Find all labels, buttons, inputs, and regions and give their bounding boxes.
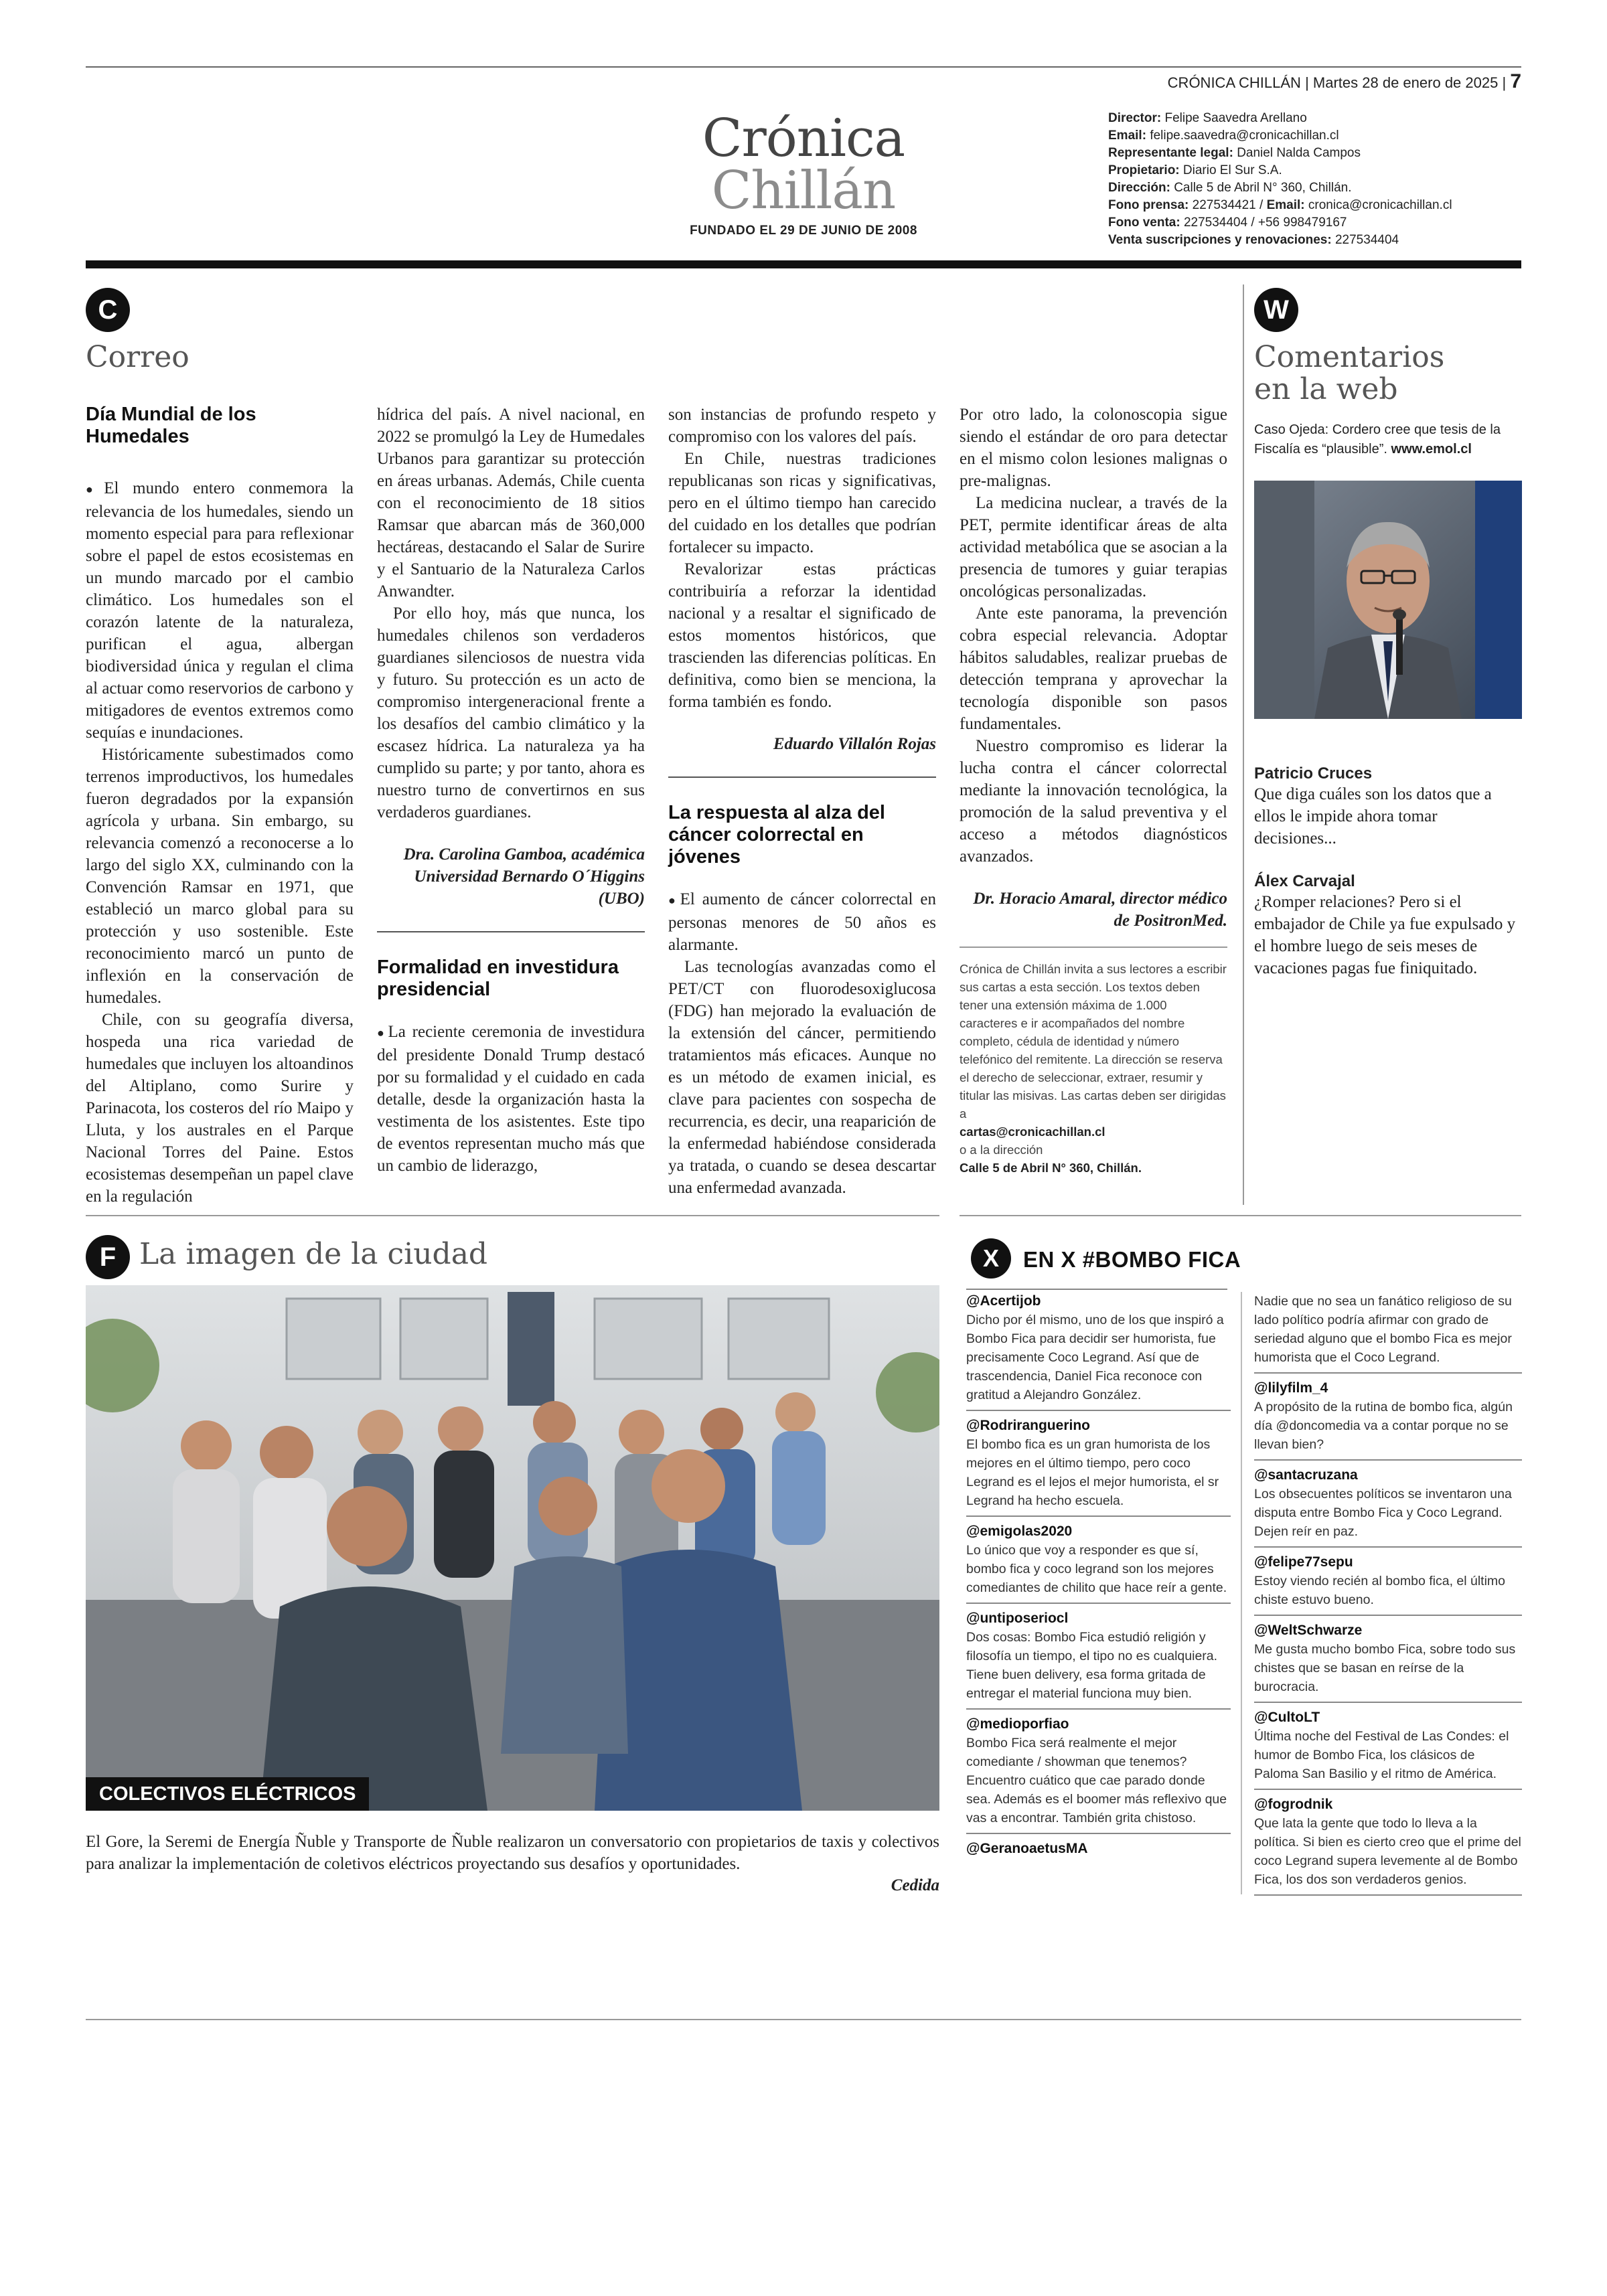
section-rule — [960, 1215, 1521, 1216]
tweet — [1254, 1553, 1522, 1616]
tweet-text: Estoy viendo recién al bombo fica, el último chiste estuvo bueno. — [1254, 1574, 1506, 1607]
tweet — [1254, 1379, 1522, 1461]
tweet-handle[interactable]: @CultoLT — [1254, 1710, 1320, 1725]
section-title-correo: Correo — [86, 340, 189, 374]
web-comment — [1254, 872, 1522, 979]
letters-column-3 — [668, 404, 936, 1199]
city-photo-caption: El Gore, la Seremi de Energía Ñuble y Transporte de Ñuble realizaron un conversatorio con propietarios de taxis y colectivos para analizar la implementación de coletivos eléctricos proyectando sus desafíos y oportunidades. — [86, 1833, 939, 1873]
letter-paragraph: Chile, con su geografía diversa, hospeda una rica variedad de humedales que incluyen los altoandinos del Altiplano, como Surire y Parinacota, los costeros del río Maipo y Lluta, y los australes en el Parque Nacional Torres del Paine. Estos ecosistemas desempeñan un papel clave en la regulación — [86, 1011, 354, 1206]
letter-paragraph: hídrica del país. A nivel nacional, en 2022 se promulgó la Ley de Humedales Urbanos para garantizar su protección en áreas urbanas. Además, Chile cuenta con el reconocimiento de 18 sitios Ramsar que abarcan más de 360,000 hectáreas, destacando el Salar de Surire y el Santuario de la Naturaleza Carlos Anwandter. — [377, 406, 645, 600]
tweet — [1254, 1795, 1522, 1896]
tweets-rule — [966, 1289, 1227, 1290]
masthead-line: Propietario: Diario El Sur S.A. — [1108, 163, 1282, 177]
tweet — [1254, 1466, 1522, 1548]
letter-paragraph: Históricamente subestimados como terrenos improductivos, los humedales fueron degradados por la expansión agrícola y urbana. Sin embargo, su relevancia comenzó a reconocerse a lo largo del siglo XX, culminando con la Convención Ramsar en 1971, que estableció un marco global para su protección y uso sostenible. Este reconocimiento marcó un punto de inflexión en la conservación de humedales. — [86, 746, 354, 1007]
tweet-text: Lo único que voy a responder es que sí, bombo fica y coco legrand son los mejores comediantes de chilito que hace reír a gente. — [966, 1543, 1227, 1595]
logo-word-2: Chillán — [711, 161, 896, 221]
tweet — [1254, 1292, 1522, 1374]
city-photo-credit: Cedida — [891, 1876, 939, 1894]
city-photo-tag: COLECTIVOS ELÉCTRICOS — [86, 1777, 369, 1811]
tweet — [966, 1292, 1231, 1411]
founded-line: FUNDADO EL 29 DE JUNIO DE 2008 — [690, 224, 917, 238]
masthead-line: Fono venta: 227534404 / +56 998479167 — [1108, 216, 1347, 230]
column-divider — [1243, 284, 1244, 1205]
letter-signature: Dr. Horacio Amaral, director médico de PositronMed. — [973, 890, 1227, 930]
comment-text: ¿Romper relaciones? Pero si el embajador de Chile ya fue expulsado y el hombre luego de seis meses de vacaciones pagas fue finiquitado. — [1254, 893, 1516, 977]
tweet-text: El bombo fica es un gran humorista de los mejores en el último tiempo, pero coco Legrand es el lejos el mejor humorista, el sr Legrand ha hecho escuela. — [966, 1437, 1219, 1508]
folio-publication: CRÓNICA CHILLÁN — [1167, 74, 1301, 91]
letter-paragraph: La medicina nuclear, a través de la PET, permite identificar áreas de alta actividad metabólica que se asocian a la presencia de tumores y guiar terapias oncológicas personalizadas. — [960, 494, 1227, 600]
tweet — [966, 1522, 1231, 1604]
tweet-handle[interactable]: @untiposeriocl — [966, 1611, 1069, 1626]
section-title-web: Comentarios en la web — [1254, 340, 1445, 407]
tweet — [966, 1715, 1231, 1834]
folio: CRÓNICA CHILLÁN | Martes 28 de enero de 2025 | 7 — [1167, 70, 1521, 92]
web-source-link[interactable]: www.emol.cl — [1391, 442, 1472, 457]
tweet-handle[interactable]: @felipe77sepu — [1254, 1554, 1353, 1570]
letter-separator — [668, 776, 936, 778]
tweet-text: Los obsecuentes políticos se inventaron una disputa entre Bombo Fica y Coco Legrand. Dejen reír en paz. — [1254, 1487, 1512, 1539]
letter-paragraph: Revalorizar estas prácticas contribuiría a reforzar la identidad nacional y a resaltar el significado de estos momentos históricos, que trascienden las diferencias políticas. En definitiva, como bien se menciona, la forma también es fondo. — [668, 560, 936, 711]
letter-paragraph: Las tecnologías avanzadas como el PET/CT con fluorodesoxiglucosa (FDG) han mejorado la evaluación de la extensión del cáncer, permitiendo tratamientos más eficaces. Aunque no es un método de examen inicial, es clave para pacientes con sospecha de recurrencia, es decir, una reaparición de la enfermedad habiéndose considerada ya tratada, o cuando se desea descartar una enfermedad avanzada. — [668, 958, 936, 1197]
web-photo-man-in-suit — [1254, 481, 1522, 719]
letters-column-2 — [377, 404, 645, 1177]
section-badge-city: F — [86, 1235, 130, 1279]
tweet-text: Dicho por él mismo, uno de los que inspiró a Bombo Fica para decidir ser humorista, fue precisamente Coco Legrand. Así que de trascendencia, Daniel Fica reconoce con gratitud a Alejandro González. — [966, 1313, 1224, 1402]
header-top-rule — [86, 66, 1521, 68]
tweet — [966, 1839, 1231, 1864]
city-photo-audience-applauding — [86, 1285, 939, 1811]
tweet-text: Me gusta mucho bombo Fica, sobre todo sus chistes que se basan en reírse de la burocracia. — [1254, 1642, 1516, 1694]
comment-author: Álex Carvajal — [1254, 872, 1355, 890]
tweet-text: Bombo Fica será realmente el mejor comediante / showman que tenemos? Encuentro cuático que cae parado donde sea. Además es el boomer más reflexivo que vas a encontrar. También grita chistoso. — [966, 1736, 1227, 1825]
tweets-divider — [1241, 1292, 1242, 1894]
masthead-line: Dirección: Calle 5 de Abril N° 360, Chillán. — [1108, 181, 1352, 195]
letters-note: Crónica de Chillán invita a sus lectores a escribir sus cartas a esta sección. Los textos deben tener una extensión máxima de 1.000 caracteres e ir acompañados del nombre completo, cédula de identidad y número telefónico del remitente. La dirección se reserva el derecho de seleccionar, extraer, resumir y titular las misivas. Las cartas deben ser dirigidas a cartas@cronicachillan.cl o a la dirección Calle 5 de Abril N° 360, Chillán. — [960, 962, 1227, 1175]
comment-text: Que diga cuáles son los datos que a ellos le impide ahora tomar decisiones... — [1254, 785, 1492, 847]
header-bottom-rule — [86, 260, 1521, 268]
letters-column-4 — [960, 404, 1227, 1177]
letters-email-link[interactable]: cartas@cronicachillan.cl — [960, 1125, 1105, 1139]
letter-paragraph: En Chile, nuestras tradiciones republicanas son ricas y significativas, pero en el último tiempo han carecido del cuidado en los detalles que podrían fortalecer su impacto. — [668, 450, 936, 556]
web-comment — [1254, 764, 1522, 849]
letters-address: Calle 5 de Abril N° 360, Chillán. — [960, 1161, 1142, 1175]
comment-author: Patricio Cruces — [1254, 764, 1373, 783]
letter-separator — [377, 931, 645, 932]
tweet-text: Nadie que no sea un fanático religioso de su lado político podría afirmar con grado de seriedad alguno que el bombo Fica es mejor humorista que el Coco Legrand. — [1254, 1294, 1512, 1365]
masthead-line: Venta suscripciones y renovaciones: 227534404 — [1108, 233, 1399, 247]
folio-date: Martes 28 de enero de 2025 — [1312, 74, 1499, 91]
masthead-line: Fono prensa: 227534421 / Email: cronica@cronicachillan.cl — [1108, 198, 1452, 212]
letter-title: La respuesta al alza del cáncer colorrectal en jóvenes — [668, 802, 885, 868]
tweet-handle[interactable]: @GeranoaetusMA — [966, 1841, 1088, 1856]
portrait-illustration — [1254, 481, 1522, 719]
letter-paragraph: Por otro lado, la colonoscopia sigue siendo el estándar de oro para detectar en el mismo colon lesiones malignas o pre-malignas. — [960, 406, 1227, 490]
audience-illustration — [86, 1285, 939, 1811]
tweet-handle[interactable]: @santacruzana — [1254, 1467, 1358, 1483]
letter-title: Formalidad en investidura presidencial — [377, 957, 619, 1000]
logo-word-1: Crónica — [702, 108, 905, 169]
tweet-text: Que lata la gente que todo lo lleva a la política. Si bien es cierto creo que el prime del coco Legrand supera levemente al de Bombo Fica, los dos son verdaderos genios. — [1254, 1816, 1521, 1887]
web-comments — [1254, 764, 1522, 979]
section-badge-correo: C — [86, 288, 130, 332]
masthead-line: Representante legal: Daniel Nalda Campos — [1108, 146, 1361, 160]
letter-paragraph: ● El aumento de cáncer colorrectal en personas menores de 50 años es alarmante. — [668, 888, 936, 956]
section-title-x: EN X #BOMBO FICA — [1023, 1247, 1241, 1272]
letters-column-1 — [86, 404, 354, 1208]
letter-paragraph: ● El mundo entero conmemora la relevancia de los humedales, siendo un momento especial para para reflexionar sobre el papel de estos ecosistemas en un mundo marcado por el cambio climático. Los humedales son el corazón latente de la naturaleza, purifican el agua, albergan biodiversidad única y regulan el clima al actuar como reservorios de carbono y mitigadores de eventos extremos como sequías e inundaciones. — [86, 477, 354, 744]
masthead-line: Email: felipe.saavedra@cronicachillan.cl — [1108, 129, 1339, 143]
tweet-handle[interactable]: @emigolas2020 — [966, 1524, 1073, 1539]
letter-paragraph: Ante este panorama, la prevención cobra especial relevancia. Adoptar hábitos saludables, realizar pruebas de detección temprana y aprovechar la tecnología disponible son pasos fundamentales. — [960, 604, 1227, 733]
tweet-handle[interactable]: @fogrodnik — [1254, 1797, 1333, 1812]
letter-signature: Dra. Carolina Gamboa, académica Universidad Bernardo O´Higgins (UBO) — [403, 845, 645, 908]
tweet — [966, 1609, 1231, 1710]
tweet-handle[interactable]: @medioporfiao — [966, 1716, 1069, 1732]
tweet-handle[interactable]: @Rodriranguerino — [966, 1418, 1090, 1433]
tweet-handle[interactable]: @lilyfilm_4 — [1254, 1380, 1328, 1396]
letter-paragraph: son instancias de profundo respeto y compromiso con los valores del país. — [668, 406, 936, 446]
section-badge-web: W — [1254, 288, 1298, 332]
folio-page: 7 — [1510, 70, 1521, 92]
letter-paragraph: Por ello hoy, más que nunca, los humedales chilenos son verdaderos guardianes silenciosos de nuestra vida y futuro. Su protección es un acto de compromiso intergeneracional frente a los desafíos del cambio climático y la escasez hídrica. La naturaleza ya ha cumplido su parte; y por tanto, ahora es nuestro turno de convertirnos en sus verdaderos guardianes. — [377, 604, 645, 821]
note-separator — [960, 947, 1227, 948]
tweets-column-2 — [1254, 1292, 1522, 1901]
letter-signature: Eduardo Villalón Rojas — [773, 735, 936, 753]
tweet-text: Dos cosas: Bombo Fica estudió religión y filosofía un tiempo, el tipo no es cualquiera. Tiene buen delivery, esa forma gritada de entregar el material funciona muy bien. — [966, 1630, 1218, 1701]
page-bottom-rule — [86, 2019, 1521, 2020]
tweet-text: A propósito de la rutina de bombo fica, algún día @doncomedia va a contar porque no se llevan bien? — [1254, 1400, 1513, 1452]
tweet — [1254, 1708, 1522, 1790]
letter-paragraph: ● La reciente ceremonia de investidura del presidente Donald Trump destacó por su formalidad y el cuidado en cada detalle, desde la organización hasta la vestimenta de los asistentes. Este tipo de eventos representan mucho más que un cambio de liderazgo, — [377, 1021, 645, 1177]
tweets-column-1 — [966, 1292, 1231, 1869]
letter-paragraph: Nuestro compromiso es liderar la lucha contra el cáncer colorrectal mediante la innovación tecnológica, la promoción de la salud preventiva y el acceso a métodos diagnósticos avanzados. — [960, 737, 1227, 866]
tweet-handle[interactable]: @Acertijob — [966, 1293, 1041, 1309]
newspaper-logo — [623, 108, 984, 238]
tweet — [966, 1416, 1231, 1517]
tweet-handle[interactable]: @WeltSchwarze — [1254, 1623, 1363, 1638]
letter-title: Día Mundial de los Humedales — [86, 404, 256, 447]
section-title-city: La imagen de la ciudad — [139, 1237, 488, 1271]
section-badge-x: X — [971, 1238, 1011, 1279]
tweet — [1254, 1621, 1522, 1703]
masthead — [1108, 110, 1510, 249]
section-rule — [86, 1215, 939, 1216]
web-photo-caption: Caso Ojeda: Cordero cree que tesis de la Fiscalía es “plausible”. www.emol.cl — [1254, 422, 1501, 457]
tweet-text: Última noche del Festival de Las Condes: el humor de Bombo Fica, los clásicos de Paloma San Basilio y el ritmo de América. — [1254, 1729, 1509, 1781]
masthead-line: Director: Felipe Saavedra Arellano — [1108, 111, 1307, 125]
